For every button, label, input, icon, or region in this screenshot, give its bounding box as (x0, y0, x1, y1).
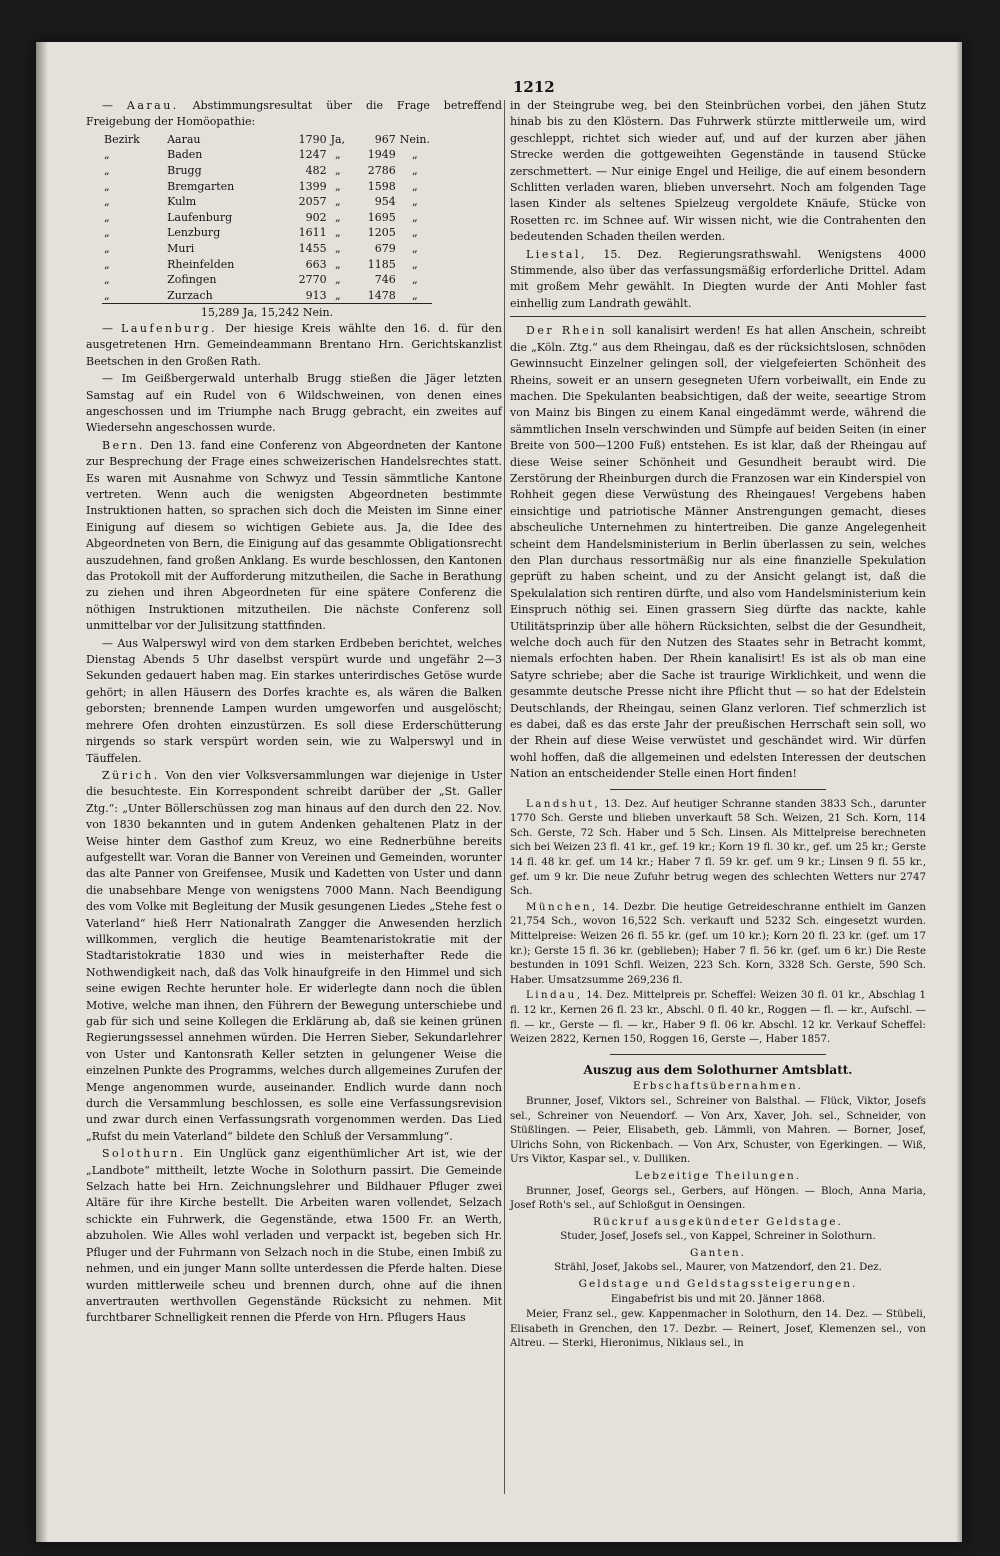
vote-no-label: „ (412, 195, 418, 209)
vote-yes-label: „ (334, 148, 341, 162)
landshut-text: 13. Dez. Auf heutiger Schranne standen 3833 Sch., darunter 1770 Sch. Gerste und blieben unverkauft 58 Sch. Weizen, 21 Sch. Korn, 114 Sch. Gerste, 72 Sch. Haber und 5 Sch. Linsen. Als Mittelpreise berechneten sich bei Weizen 23 fl. 41 kr., gef. 19 kr.; Korn 19 fl. 30 kr., gef. um 25 kr.; Gerste 14 fl. 48 kr. gef. um 14 kr.; Haber 7 fl. 59 kr. gef. um 9 kr.; Linsen 9 fl. 55 kr., gef. um 9 kr. Die neue Zufuhr betrug wegen des schlechten Wetters nur 2747 Sch. (510, 798, 926, 898)
vote-district: Bremgarten (167, 179, 235, 193)
landshut-place: Landshut, (526, 798, 601, 810)
vote-district: Baden (167, 148, 203, 162)
vote-yes: 2057 (298, 195, 327, 209)
vote-district: Rheinfelden (167, 257, 235, 271)
laufenburg-place: Laufenburg. (121, 321, 218, 335)
page-edge-shadow (956, 42, 962, 1542)
bern-text: Den 13. fand eine Conferenz von Abgeordneten der Kantone zur Besprechung der Frage eines schweizerischen Handelsrechtes statt. Es waren mit Ausnahme von Schwyz und Tessin sämmtliche Kantone vertreten. Wenn auch die wenigsten Abgeordneten bestimmte Instruktionen hatten, so sprachen sich doch die Meisten im Sinne einer Einigung auf diesem so wichtigen Gebiete aus. Ja, die Idee des Abgeordneten von Bern, die Einigung auf das gesammte Obligationsrecht auszudehnen, fand großen Anklang. Es wurde beschlossen, den Kantonen das Protokoll mit der Aufforderung mitzutheilen, die Sache in Berathung zu ziehen und ihren Abgeordneten für eine spätere Conferenz die nöthigen Instruktionen mitzutheilen. Die nächste Conferenz soll unmittelbar vor der Julisitzung stattfinden. (86, 438, 503, 633)
bern-place: Bern. (102, 438, 145, 452)
vote-row (102, 272, 432, 288)
left-column (86, 98, 502, 1328)
solothurn-place: Solothurn. (102, 1147, 186, 1161)
vote-no: 1205 (367, 226, 396, 240)
page-gutter-shadow (36, 42, 48, 1542)
section-rule-short (610, 789, 826, 790)
vote-no-label: „ (412, 210, 418, 224)
liestal-text: 15. Dez. Regierungsrathswahl. Wenigstens 4000 Stimmende, also über das verfassungsmäßig erforderliche Drittel. Adam mit großem Mehr gewählt. In Diegten wurde der Anti Mohler fast einhellig zum Landrath gewählt. (510, 247, 926, 310)
lindau-text: 14. Dez. Mittelpreis pr. Scheffel: Weizen 30 fl. 01 kr., Abschlag 1 fl. 12 kr., Kernen 26 fl. 23 kr., Abschl. 0 fl. 40 kr., Roggen — fl. — kr., Aufschl. — fl. — kr., Gerste — fl. — kr., Haber 9 fl. 06 kr. Abschl. 12 kr. Verkauf Scheffel: Weizen 2822, Kernen 150, Roggen 16, Gerste —, Haber 1857. (510, 990, 926, 1046)
vote-yes: 1455 (298, 241, 327, 255)
vote-no: 1185 (367, 257, 396, 271)
aarau-intro: — Aarau. Abstimmungsresultat über die Frage betreffend Freigebung der Homöopathie: (86, 99, 502, 129)
vote-row (102, 179, 432, 195)
vote-no-label: „ (412, 288, 418, 302)
vote-district: Brugg (167, 164, 202, 177)
vote-row (102, 194, 432, 210)
vote-total-row (102, 304, 432, 321)
vote-row (102, 288, 432, 304)
lebzeitige-text: Brunner, Josef, Georgs sel., Gerbers, auf Höngen. — Bloch, Anna Maria, Josef Roth's sel., auf Schloßgut in Oensingen. (510, 1185, 926, 1212)
muenchen-report (510, 901, 926, 989)
vote-yes-label: „ (334, 257, 341, 271)
laufenburg-text: Der hiesige Kreis wählte den 16. d. für den ausgetretenen Hrn. Gemeindeammann Brentano Hrn. Gerichtskanzlist Beetschen in den Großen Rath. (86, 321, 502, 368)
newspaper-page (36, 42, 962, 1542)
aarau-intro-text: Abstimmungsresultat über die Frage betreffend Freigebung der Homöopathie: (86, 99, 502, 129)
vote-prefix: „ (104, 226, 110, 240)
vote-no-label: „ (412, 273, 418, 287)
vote-district: Laufenburg (167, 210, 233, 224)
vote-prefix: „ (104, 164, 110, 177)
vote-total: 15,289 Ja, 15,242 Nein. (102, 304, 432, 321)
landshut-report (510, 798, 926, 900)
vote-no: 1949 (367, 148, 396, 162)
vote-yes-label: „ (334, 195, 341, 209)
zuerich-place: Zürich. (102, 768, 160, 782)
vote-no: 679 (374, 241, 396, 255)
vote-row (102, 257, 432, 273)
vote-table-body (102, 132, 432, 304)
rhein-article (510, 323, 926, 782)
vote-district: Zurzach (167, 288, 213, 302)
market-reports (510, 798, 926, 1048)
rueckruf-text: Studer, Josef, Josefs sel., von Kappel, Schreiner in Solothurn. (560, 1231, 876, 1243)
vote-no: 1598 (367, 179, 396, 193)
vote-no: 1478 (367, 288, 396, 302)
vote-row (102, 225, 432, 241)
eingabefrist: Eingabefrist bis und mit 20. Jänner 1868. (610, 1293, 826, 1305)
vote-yes: 663 (305, 257, 327, 271)
vote-no-label: „ (412, 257, 418, 271)
solothurn-article (86, 1146, 502, 1326)
vote-yes-label: „ (334, 210, 341, 224)
walperswyl-article: — Aus Walperswyl wird von dem starken Erdbeben berichtet, welches Dienstag Abends 5 Uhr daselbst verspürt wurde und ungefähr 2—3 Sekunden gedauert haben mag. Ein starkes unterirdisches Getöse wurde gehört; in allen Häusern des Dorfes krachte es, als wären die Balken geborsten; brennende Lampen wurden umgeworfen und ausgelöscht; mehrere Ofen drohten einzustürzen. Es soll diese Erderschütterung nirgends so stark verspürt worden sein, wie zu Walperswyl und in Täuffelen. (86, 636, 502, 765)
lebzeitige-heading: Lebzeitige Theilungen. (634, 1169, 802, 1182)
vote-yes: 913 (305, 288, 327, 302)
lindau-place: Lindau, (526, 990, 583, 1002)
vote-row (102, 163, 432, 179)
solothurn-text: Ein Unglück ganz eigenthümlicher Art ist, wie der „Landbote“ mittheilt, letzte Woche in Solothurn passirt. Die Gemeinde Selzach hatte bei Hrn. Zeichnungslehrer und Bildhauer Pfluger zwei Altäre für ihre Kirche bestellt. Die Arbeiten waren vollendet, Selzach schickte ein Fuhrwerk, die Gegenstände, etwa 1500 Fr. an Werth, abzuholen. Wie Alles wohl verladen und verpackt ist, begeben sich Hr. Pfluger und der Fuhrmann von Selzach noch in die Stube, einen Imbiß zu nehmen, und ein junger Mann sollte unterdessen die Pferde halten. Diese wurden mittlerweile scheu und brennen durch, ohne auf die ihnen anvertrauten werthvollen Gegenstände Rücksicht zu nehmen. Mit furchtbarer Schnelligkeit rennen die Pferde von Hrn. Pflugers Haus (86, 1147, 503, 1325)
vote-yes: 482 (305, 164, 327, 177)
liestal-article (510, 247, 926, 313)
vote-yes-label: „ (334, 226, 341, 240)
right-column (510, 98, 926, 1353)
vote-row (102, 210, 432, 226)
bern-article (86, 438, 502, 635)
vote-district: Kulm (167, 195, 197, 209)
rhein-lead: Der Rhein (526, 324, 607, 338)
erbschaft-text: Brunner, Josef, Viktors sel., Schreiner von Balsthal. — Flück, Viktor, Josefs sel., Schreiner von Neuendorf. — Von Arx, Xaver, Joh. sel., Schneider, von Stüßlingen. — Peier, Elisabeth, geb. Lämmli, von Mahren. — Borner, Josef, Ulrichs Sohn, von Rickenbach. — Von Arx, Schuster, von Egerkingen. — Wiß, Urs Viktor, Kaspar sel., v. Dulliken. (510, 1095, 926, 1166)
vote-row (102, 241, 432, 257)
vote-prefix: „ (104, 257, 110, 271)
muenchen-text: 14. Dezbr. Die heutige Getreideschranne enthielt im Ganzen 21,754 Sch., wovon 16,522 Sch. verkauft und 5232 Sch. eingesetzt wurden. Mittelpreise: Weizen 26 fl. 55 kr. (gef. um 10 kr.); Korn 20 fl. 23 kr. (gef. um 17 kr.); Gerste 15 fl. 36 kr. (geblieben); Haber 7 fl. 56 kr. (gef. um 6 kr.) Die Reste bestunden in 1091 Schfl. Weizen, 223 Sch. Korn, 3328 Sch. Gerste, 590 Sch. Haber. Umsatzsumme 269,236 fl. (510, 901, 926, 986)
liestal-place: Liestal, (526, 247, 587, 261)
vote-district: Zofingen (167, 273, 217, 287)
zuerich-text: Von den vier Volksversammlungen war diejenige in Uster die besuchteste. Ein Korrespondent schreibt darüber der „St. Galler Ztg.“: „Unter Böllerschüssen zog man hinaus auf den durch den 22. Nov. von 1830 bekannten und in gutem Andenken gehaltenen Platz in der Weise hinter dem Gasthof zum Kreuz, wo eine Rednerbühne bereits aufgestellt war. Voran die Banner von Vereinen und Gemeinden, worunter das alte Panner von Greifensee, Musik und Kadetten von Uster und dann die unabsehbare Menge von wenigstens 7000 Mann. Nach Beendigung des vom Volke mit Begleitung der Musik gesungenen Liedes „Stehe fest o Vaterland“ hieß Herr Nationalrath Zangger die Anwesenden herzlich willkommen, verglich die heutige Beamtenaristokratie mit der Stadtaristokratie 1830 und wies in meisterhafter Rede die Nothwendigkeit nach, daß das Volk hinaufgreife in den Himmel und sich seine ewigen Rechte herunter hole. Er widerlegte dann noch die üblen Motive, welche man ihnen, den Führern der Bewegung unterschiebe und gab für sich und seine Kollegen die Erklärung ab, daß sie keinen grünen Regierungssessel annehmen würden. Die Herren Sieber, Sekundarlehrer von Uster und Kantonsrath Keller setzten in gelungener Weise die einzelnen Punkte des Programms, welches durch allgemeines Zurufen der Menge angenommen wurde, auseinander. Endlich wurde dann noch durch die Versammlung beschlossen, es solle eine Verfassungsrevision und zwar durch einen Verfassungsrath vorgenommen werden. Das Lied „Rufst du mein Vaterland“ bildete den Schluß der Versammlung“. (86, 768, 503, 1143)
section-rule-short-2 (610, 1054, 826, 1055)
muenchen-place: München, (526, 901, 598, 913)
vote-no: 1695 (367, 210, 396, 224)
aarau-place: Aarau. (126, 99, 179, 112)
vote-no: 954 (374, 195, 396, 209)
vote-prefix: „ (104, 148, 110, 162)
vote-no-label: „ (412, 164, 418, 177)
rueckruf-heading: Rückruf ausgekündeter Geldstage. (593, 1215, 843, 1228)
vote-no-label: „ (412, 179, 418, 193)
amtsblatt-title: Auszug aus dem Solothurner Amtsblatt. (583, 1062, 853, 1077)
zuerich-article (86, 768, 502, 1145)
geldstage-text: Meier, Franz sel., gew. Kappenmacher in Solothurn, den 14. Dez. — Stübeli, Elisabeth in Grenchen, den 17. Dezbr. — Reinert, Josef, Klemenzen sel., von Altreu. — Sterki, Hieronimus, Niklaus sel., in (510, 1309, 926, 1350)
vote-prefix: „ (104, 241, 110, 255)
vote-prefix: „ (104, 195, 110, 209)
vote-row (102, 132, 432, 148)
section-rule (510, 316, 926, 317)
vote-table (102, 132, 432, 321)
vote-yes-label: „ (334, 241, 341, 255)
lindau-report (510, 989, 926, 1047)
vote-yes: 2770 (298, 273, 327, 287)
vote-yes-label: „ (334, 273, 341, 287)
vote-yes: 1790 (298, 132, 327, 146)
vote-no-label: Nein. (399, 132, 430, 146)
vote-prefix: Bezirk (104, 132, 140, 146)
vote-no-label: „ (412, 226, 418, 240)
vote-yes: 902 (305, 210, 327, 224)
vote-prefix: „ (104, 273, 110, 287)
vote-no: 746 (374, 273, 396, 287)
geldstage-heading: Geldstage und Geldstagssteigerungen. (578, 1278, 858, 1291)
vote-no: 2786 (367, 164, 396, 177)
vote-yes: 1611 (298, 226, 327, 240)
vote-yes: 1399 (298, 179, 327, 193)
rhein-text: soll kanalisirt werden! Es hat allen Anschein, schreibt die „Köln. Ztg.“ aus dem Rheingau, daß es der rücksichtslosen, schnöden Gewinnsucht Einzelner gelingen soll, der vielgefeierten Schönheit des Rheins, soweit er an unsern gesegneten Ufern vorbeiwallt, ein Ende zu machen. Die Spekulanten beabsichtigen, daß der weite, seeartige Strom von Mainz bis Bingen zu einem Kanal eingedämmt werde, während die sämmtlichen Inseln verschwinden und Sümpfe auf beiden Seiten (in einer Breite von 500—1200 Fuß) entstehen. Es ist klar, daß der Rheingau auf diese Weise seiner Schönheit und Gesundheit beraubt wird. Die Zerstörung der Rheinburgen durch die Franzosen war ein Kinderspiel von Rohheit gegen diese Verwüstung des Rheingaues! Vergebens haben einsichtige und patriotische Männer Anstrengungen gemacht, dieses abscheuliche Unternehmen zu hintertreiben. Die ganze Angelegenheit scheint dem Handelsministerium in Berlin überlassen zu sein, welches den Plan durchaus ressortmäßig nur als eine finanzielle Spekulation geprüft zu haben scheint, und zu der Ansicht gelangt ist, daß die Spekulalation sich rentiren dürfte, und also vom Handelsministerium kein Einspruch nöthig sei. Einen grassern Sieg dürfte das nackte, kahle Utilitätsprinzip über alle höhern Rücksichten, selbst die der Gesundheit, welche doch auch für den Nutzen des Staates sehr in Betracht kommt, niemals erfochten haben. Der Rhein kanalisirt! Es ist als ob man eine Satyre schriebe; aber die Sache ist traurige Wirklichkeit, und wenn die gesammte deutsche Presse nicht ihre Pflicht thut — so hat der Edelstein Deutschlands, der Rheingau, seinen Glanz verloren. Tief schmerzlich ist es dabei, daß es das erste Jahr der preußischen Herrschaft sein soll, wo der Rhein auf diese Weise verwüstet und geschändet wird. Wir dürfen wohl hoffen, daß die allgemeinen und edelsten Interessen der deutschen Nation an entscheidender Stelle einen Hort finden! (510, 324, 926, 781)
vote-prefix: „ (104, 210, 110, 224)
amtsblatt-section (510, 1063, 926, 1352)
vote-no-label: „ (412, 148, 418, 162)
vote-prefix: „ (104, 288, 110, 302)
vote-district: Aarau (167, 132, 201, 146)
vote-district: Lenzburg (167, 226, 221, 240)
column-divider (504, 100, 505, 1494)
vote-yes: 1247 (298, 148, 327, 162)
vote-yes-label: Ja, (330, 132, 346, 146)
vote-yes-label: „ (334, 288, 341, 302)
vote-row (102, 147, 432, 163)
page-number: 1212 (513, 78, 555, 96)
vote-no-label: „ (412, 241, 418, 255)
erbschaft-heading: Erbschaftsübernahmen. (633, 1080, 803, 1093)
ganten-heading: Ganten. (690, 1246, 746, 1259)
vote-yes-label: „ (334, 164, 341, 177)
vote-prefix: „ (104, 179, 110, 193)
vote-no: 967 (374, 132, 396, 146)
geissberg-article: — Im Geißbergerwald unterhalb Brugg stießen die Jäger letzten Samstag auf ein Rudel von 6 Wildschweinen, von denen eines angeschossen und im Triumphe nach Brugg gebracht, ein zweites auf Wiedersehn angeschossen wurde. (86, 372, 502, 435)
ganten-text: Strähl, Josef, Jakobs sel., Maurer, von Matzendorf, den 21. Dez. (554, 1262, 882, 1274)
solothurn-continuation: in der Steingrube weg, bei den Steinbrüchen vorbei, den jähen Stutz hinab bis zu den Klöstern. Das Fuhrwerk stürzte mittlerweile um, wird geschleppt, richtet sich wieder auf, und auf der kurzen aber jähen Strecke werden die gottgeweihten Gegenstände in tausend Stücke zerschmettert. — Nur einige Engel und Heilige, die auf einem besondern Schlitten verladen waren, blieben unversehrt. Noch am folgenden Tage lasen Kinder als seltenes Spielzeug vergoldete Knäufe, Stücke von Rosetten rc. im Schnee auf. Wir wissen nicht, wie die Contrahenten den bedeutenden Schaden theilen werden. (510, 99, 926, 244)
vote-yes-label: „ (334, 179, 341, 193)
laufenburg-article: — Laufenburg. Der hiesige Kreis wählte den 16. d. für den ausgetretenen Hrn. Gemeindeammann Brentano Hrn. Gerichtskanzlist Beetschen in den Großen Rath. (86, 321, 502, 368)
vote-district: Muri (167, 241, 195, 255)
